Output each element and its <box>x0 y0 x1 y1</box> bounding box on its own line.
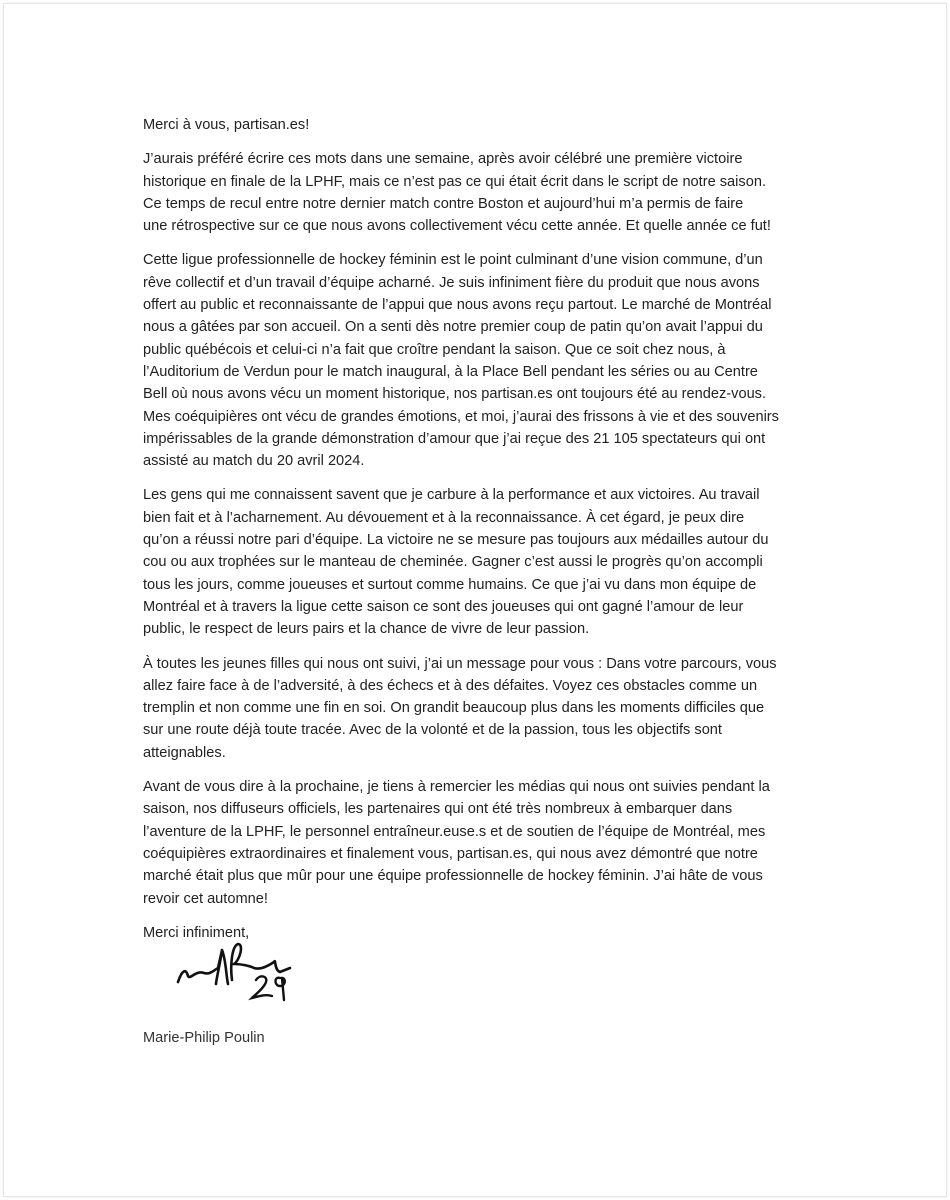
text-line: une rétrospective sur ce que nous avons collectivement vécu cette année. Et quelle année ce fut! <box>143 218 771 235</box>
text-line: J’aurais préféré écrire ces mots dans une semaine, après avoir célébré une première victoire <box>143 151 743 168</box>
text-line: sur une route déjà toute tracée. Avec de la volonté et de la passion, tous les objectifs sont <box>143 722 722 739</box>
paragraph <box>143 776 843 910</box>
text-line: Ce temps de recul entre notre dernier match contre Boston et aujourd’hui m’a permis de faire <box>143 195 744 212</box>
greeting-text: Merci à vous, partisan.es! <box>143 117 310 133</box>
text-line: public, le respect de leurs pairs et la chance de vivre de leur passion. <box>143 621 590 638</box>
text-line: cou ou aux trophées sur le manteau de cheminée. Gagner c’est aussi le progrès qu’on accompli <box>143 554 763 571</box>
text-line: Cette ligue professionnelle de hockey féminin est le point culminant d’une vision commune, d’un <box>143 252 763 269</box>
greeting <box>143 114 843 136</box>
text-line: impérissables de la grande démonstration d’amour que j’ai reçue des 21 105 spectateurs qui ont <box>143 430 766 447</box>
text-line: offert au public et reconnaissante de l’appui que nous avons reçu partout. Le marché de Montréal <box>143 297 772 314</box>
text-line: saison, nos diffuseurs officiels, les partenaires qui ont été très nombreux à embarquer dans <box>143 801 733 818</box>
text-line: Les gens qui me connaissent savent que je carbure à la performance et aux victoires. Au travail <box>143 487 760 504</box>
paragraph <box>143 148 843 237</box>
signature <box>170 940 310 1012</box>
text-line: Montréal et à travers la ligue cette saison ce sont des joueuses qui ont gagné l’amour de leur <box>143 598 744 615</box>
text-line: public québécois et celui-ci n’a fait que croître pendant la saison. Que ce soit chez nous, à <box>143 341 726 358</box>
text-line: revoir cet automne! <box>143 890 268 907</box>
text-line: tous les jours, comme joueuses et surtout comme humains. Ce que j’ai vu dans mon équipe de <box>143 576 757 593</box>
paragraph <box>143 653 843 764</box>
signer-name: Marie-Philip Poulin <box>143 1030 265 1046</box>
text-line: l’aventure de la LPHF, le personnel entraîneur.euse.s et de soutien de l’équipe de Montréal, mes <box>143 823 766 840</box>
text-line: assisté au match du 20 avril 2024. <box>143 453 365 470</box>
text-line: rêve collectif et d’un travail d’équipe acharné. Je suis infiniment fière du produit que nous avons <box>143 274 760 291</box>
text-line: allez faire face à de l’adversité, à des échecs et à des défaites. Voyez ces obstacles comme un <box>143 677 758 694</box>
text-line: qu’on a réussi notre pari d’équipe. La victoire ne se mesure pas toujours aux médailles autour du <box>143 532 769 549</box>
paragraphs <box>143 148 843 910</box>
letter-body <box>143 114 843 956</box>
text-line: coéquipières extraordinaires et finalement vous, partisan.es, qui nous avez démontré que notre <box>143 845 758 862</box>
text-line: Mes coéquipières ont vécu de grandes émotions, et moi, j’aurai des frissons à vie et des souvenirs <box>143 408 779 425</box>
text-line: Avant de vous dire à la prochaine, je tiens à remercier les médias qui nous ont suivies pendant la <box>143 779 770 796</box>
text-line: nous a gâtées par son accueil. On a senti dès notre premier coup de patin qu’on avait l’appui du <box>143 319 763 336</box>
closing-text: Merci infiniment, <box>143 924 250 941</box>
text-line: bien fait et à l’acharnement. Au dévouement et à la reconnaissance. À cet égard, je peux dire <box>143 509 745 526</box>
text-line: À toutes les jeunes filles qui nous ont suivi, j’ai un message pour vous : Dans votre parcours, vous <box>143 655 777 672</box>
text-line: historique en finale de la LPHF, mais ce n’est pas ce qui était écrit dans le script de notre saison. <box>143 173 766 190</box>
paragraph <box>143 249 843 472</box>
text-line: atteignables. <box>143 744 226 761</box>
text-line: l’Auditorium de Verdun pour le match inaugural, à la Place Bell pendant les séries ou au Centre <box>143 363 758 380</box>
text-line: tremplin et non comme une fin en soi. On grandit beaucoup plus dans les moments difficiles que <box>143 700 765 717</box>
text-line: marché était plus que mûr pour une équipe professionnelle de hockey féminin. J’ai hâte de vous <box>143 868 763 885</box>
text-line: Bell où nous avons vécu un moment historique, nos partisan.es ont toujours été au rendez-vous. <box>143 386 767 403</box>
paragraph <box>143 484 843 640</box>
